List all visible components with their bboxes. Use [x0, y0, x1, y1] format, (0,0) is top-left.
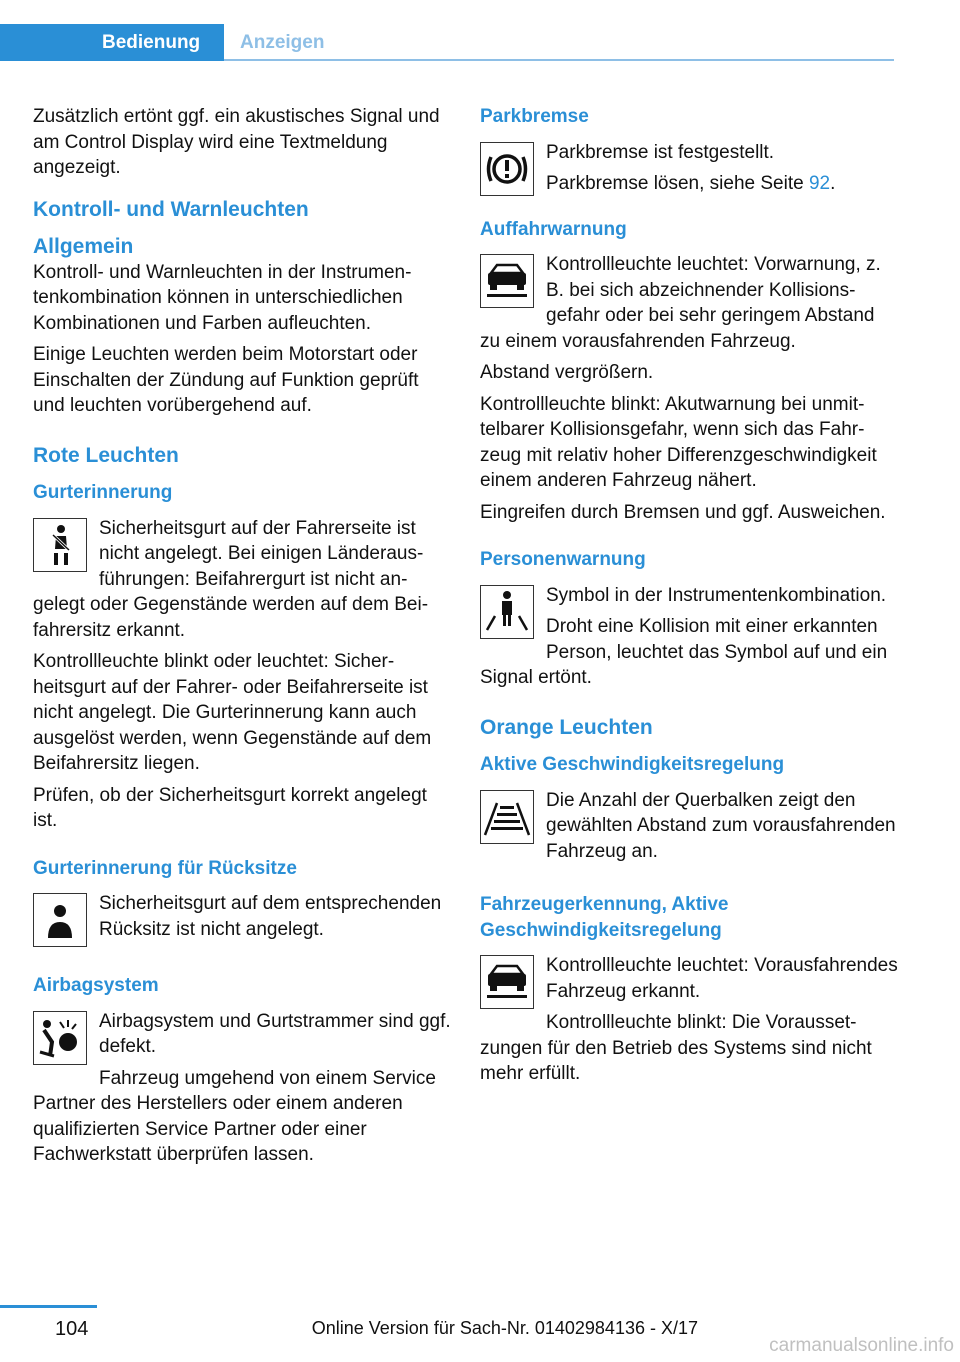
tab-bar — [0, 24, 894, 61]
distance-bars-icon — [480, 790, 534, 844]
paragraph: Prüfen, ob der Sicherheitsgurt korrekt angelegt ist. — [33, 784, 427, 831]
right-column — [480, 104, 898, 1093]
paragraph: Symbol in der Instrumentenkombination. — [546, 584, 887, 606]
page-number: 104 — [55, 1318, 89, 1340]
airbag-icon — [33, 1011, 87, 1065]
tab-bedienung[interactable]: Bedienung — [0, 24, 224, 61]
intro-text: Zusätzlich ertönt ggf. ein akustisches Signal und am Control Display wird eine Textmeldung angezeigt. — [33, 106, 440, 178]
paragraph: Kontrollleuchte leuchtet: Vorausfahrendes Fahrzeug erkannt. — [546, 955, 898, 1002]
parking-brake-icon — [480, 142, 534, 196]
paragraph: Kontroll- und Warnleuchten in der Instrumentenkombination können in unterschiedlichen Kombinationen und Farben aufleuchten. — [33, 261, 412, 334]
heading-fahrzeugerkennung: Fahrzeugerkennung, Aktive Geschwindigkeitsregelung — [480, 894, 729, 941]
paragraph: Kontrollleuchte blinkt: Die Voraussetzungen für den Betrieb des Systems sind nicht mehr erfüllt. — [480, 1012, 872, 1084]
pedestrian-warning-icon — [480, 585, 534, 639]
paragraph: Droht eine Kollision mit einer erkannten Person, leuchtet das Symbol auf und ein Signal ertönt. — [480, 616, 888, 688]
paragraph: Parkbremse lösen, siehe Seite 92. — [546, 173, 836, 194]
paragraph: Airbagsystem und Gurtstrammer sind ggf. defekt. — [99, 1010, 451, 1057]
heading-airbagsystem: Airbagsystem — [33, 975, 159, 996]
heading-auffahrwarnung: Auffahrwarnung — [480, 218, 627, 240]
rear-seat-person-icon — [33, 893, 87, 947]
paragraph: Parkbremse ist festgestellt. — [546, 141, 775, 163]
watermark: carmanualsonline.info — [769, 1335, 954, 1356]
paragraph: Eingreifen durch Bremsen und ggf. Ausweichen. — [480, 501, 886, 523]
heading-aktive-geschwindigkeitsregelung: Aktive Geschwindigkeitsregelung — [480, 754, 785, 775]
paragraph: Fahrzeug umgehend von einem Service Partner des Herstellers oder einem anderen qualifizierten Service Partner oder einer Fachwerkstatt überprüfen lassen. — [33, 1067, 436, 1165]
left-column — [33, 104, 451, 1174]
paragraph: Kontrollleuchte blinkt: Akutwarnung bei unmittelbarer Kollisionsgefahr, wenn sich das Fahrzeug mit relativ hoher Differenzgeschwindigkeit einem anderen Fahrzeug nähert. — [480, 393, 877, 491]
heading-rote-leuchten: Rote Leuchten — [33, 443, 179, 467]
heading-allgemein: Allgemein — [33, 235, 134, 258]
heading-parkbremse: Parkbremse — [480, 106, 589, 127]
tab-underline — [224, 59, 894, 61]
vehicle-detected-icon — [480, 955, 534, 1009]
paragraph: Die Anzahl der Querbalken zeigt den gewählten Abstand zum vorausfahrenden Fahrzeug an. — [546, 789, 896, 862]
paragraph: Einige Leuchten werden beim Motorstart oder Einschalten der Zündung auf Funktion geprüft und leuchten vorübergehend auf. — [33, 344, 419, 416]
heading-gurterinnerung: Gurterinnerung — [33, 482, 173, 503]
heading-personenwarnung: Personenwarnung — [480, 549, 646, 570]
heading-kontroll-warnleuchten: Kontroll- und Warnleuchten — [33, 197, 309, 221]
footer-accent-line — [0, 1305, 97, 1308]
paragraph: Kontrollleuchte blinkt oder leuchtet: Sicherheitsgurt auf der Fahrer- oder Beifahrerseite ist nicht angelegt. Die Gurterinnerung kann auch ausgelöst werden, wenn Gegenstände auf dem Beifahrersitz liegen. — [33, 651, 432, 774]
tab-anzeigen[interactable]: Anzeigen — [240, 32, 325, 53]
collision-warning-car-icon — [480, 254, 534, 308]
paragraph: Abstand vergrößern. — [480, 362, 654, 383]
page-link-92[interactable]: 92 — [808, 173, 831, 194]
paragraph: Sicherheitsgurt auf der Fahrerseite ist nicht angelegt. Bei einigen Länderausführungen: Beifahrergurt ist nicht angelegt oder Gegenstände werden auf dem Beifahrersitz erkannt. — [33, 517, 429, 641]
heading-gurterinnerung-ruecksitze: Gurterinnerung für Rücksitze — [33, 857, 297, 879]
paragraph: Kontrollleuchte leuchtet: Vorwarnung, z. B. bei sich abzeichnender Kollisionsgefahr oder bei sehr geringem Abstand zu einem vorausfahrenden Fahrzeug. — [480, 254, 881, 352]
online-version-text: Online Version für Sach-Nr. 01402984136 - X/17 — [311, 1318, 698, 1338]
paragraph: Sicherheitsgurt auf dem entsprechenden Rücksitz ist nicht angelegt. — [99, 893, 442, 940]
seatbelt-icon — [33, 518, 87, 572]
heading-orange-leuchten: Orange Leuchten — [480, 715, 653, 739]
